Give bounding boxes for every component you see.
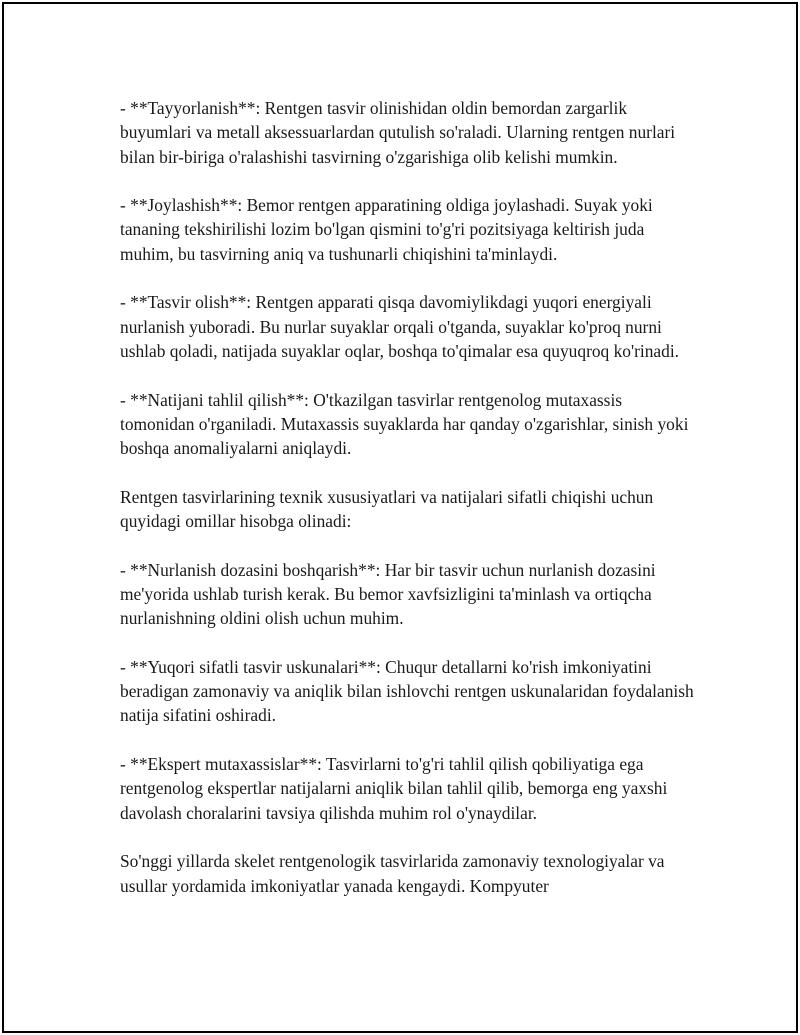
paragraph-tayyorlanish: - **Tayyorlanish**: Rentgen tasvir olinishidan oldin bemordan zargarlik buyumlari va metall aksessuarlardan qutulish so'raladi. Ularning rentgen nurlari bilan bir-biriga o'ralashishi tasvirning o'zgarishiga olib kelishi mumkin. [120,98,676,167]
paragraph-nurlanish-dozasi: - **Nurlanish dozasini boshqarish**: Har bir tasvir uchun nurlanish dozasini me'yorida ushlab turish kerak. Bu bemor xavfsizligini ta'minlash va ortiqcha nurlanishning oldini olish uchun muhim. [120,559,656,629]
paragraph-joylashish: - **Joylashish**: Bemor rentgen apparatining oldiga joylashadi. Suyak yoki tananing tekshirilishi lozim bo'lgan qismini to'g'ri pozitsiyaga keltirish juda muhim, bu tasvirning aniq va tushunarli chiqishini ta'minlaydi. [120,195,653,264]
paragraph-tasvir-olish: - **Tasvir olish**: Rentgen apparati qisqa davomiylikdagi yuqori energiyali nurlanish yuboradi. Bu nurlar suyaklar orqali o'tganda, suyaklar ko'proq nurni ushlab qoladi, natijada suyaklar oqlar, boshqa to'qimalar esa quyuqroq ko'rinadi. [120,292,680,361]
paragraph-songgi-yillarda: So'nggi yillarda skelet rentgenologik tasvirlarida zamonaviy texnologiyalar va usullar yordamida imkoniyatlar yanada kengaydi. Kompyuter [120,851,665,896]
paragraph-ekspert-mutaxassislar: - **Ekspert mutaxassislar**: Tasvirlarni to'g'ri tahlil qilish qobiliyatiga ega rentgenolog ekspertlar natijalarni aniqlik bilan tahlil qilib, bemorga eng yaxshi davolash choralarini tavsiya qilishda muhim rol o'ynaydilar. [120,754,668,823]
paragraph-omillar-intro: Rentgen tasvirlarining texnik xususiyatlari va natijalari sifatli chiqishi uchun quyidagi omillar hisobga olinadi: [120,486,654,532]
document-page [2,2,798,1033]
paragraph-natijani-tahlil: - **Natijani tahlil qilish**: O'tkazilgan tasvirlar rentgenolog mutaxassis tomonidan o'rganiladi. Mutaxassis suyaklarda har qanday o'zgarishlar, sinish yoki boshqa anomaliyalarni aniqlaydi. [120,389,689,459]
document-body [120,96,700,898]
paragraph-tasvir-uskunalari: - **Yuqori sifatli tasvir uskunalari**: Chuqur detallarni ko'rish imkoniyatini beradigan zamonaviy va aniqlik bilan ishlovchi rentgen uskunalaridan foydalanish natija sifatini oshiradi. [120,656,694,726]
